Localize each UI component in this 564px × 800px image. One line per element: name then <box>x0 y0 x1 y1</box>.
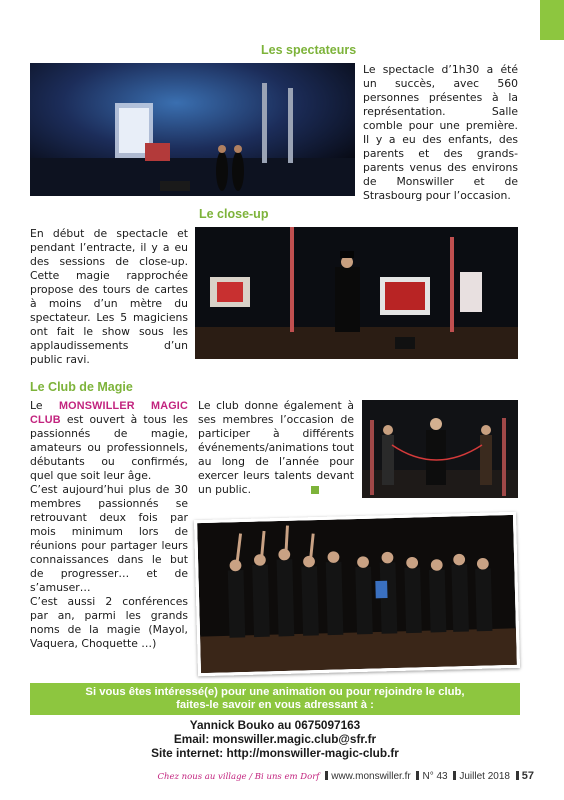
cta-line-1: Si vous êtes intéressé(e) pour une animation ou pour rejoindre le club, <box>85 686 465 698</box>
club-paragraph-3: C’est aussi 2 conférences par an, parmi les grands noms de la magie (Mayol, Vaquera, Choquette …) <box>30 595 188 650</box>
footer-separator <box>325 771 328 780</box>
contact-block <box>30 718 520 760</box>
corner-tab <box>540 0 564 40</box>
club-paragraph-1 <box>30 399 188 483</box>
page-footer <box>150 770 534 782</box>
contact-name: Yannick Bouko au 0675097163 <box>189 718 361 732</box>
text-closeup: En début de spectacle et pendant l’entracte, il y a eu des sessions de close-up. Cette magie rapprochée propose des tours de cartes à moins d’un mètre du spectateur. Les 5 magiciens ont fait le show sous les applaudissements d’un public ravi. <box>30 227 188 366</box>
cta-bar <box>30 683 520 715</box>
contact-email-link[interactable]: Email: monswiller.magic.club@sfr.fr <box>173 732 377 746</box>
brand-name: MONSWILLER MAGIC CLUB <box>30 400 188 426</box>
footer-separator <box>516 771 519 780</box>
photo-group-bow <box>194 512 520 676</box>
footer-tagline: Chez nous au village / Bi uns em Dorf <box>157 772 320 782</box>
club-p1-rest: est ouvert à tous les passionnés de magie, amateurs ou professionnels, débutants ou confirmés, quel que soit leur âge. <box>30 413 188 482</box>
footer-separator <box>416 771 419 780</box>
cta-line-2: faites-le savoir en vous adressant à : <box>176 699 374 711</box>
text-club-col2 <box>198 399 354 497</box>
contact-website-link[interactable]: Site internet: http://monswiller-magic-club.fr <box>151 746 399 760</box>
photo-rope-trick <box>362 400 518 498</box>
footer-issue: N° 43 <box>422 771 448 782</box>
photo-stage-show <box>30 63 355 196</box>
text-spectateurs: Le spectacle d’1h30 a été un succès, avec 560 personnes présentes à la représentation. Salle comble pour une première. Il y a eu des enfants, des parents et des grands-parents venus des environs de Monswiller et de Strasbourg pour l’occasion. <box>363 63 518 202</box>
heading-club: Le Club de Magie <box>30 380 133 394</box>
footer-date: Juillet 2018 <box>459 771 510 782</box>
heading-spectateurs: Les spectateurs <box>261 43 357 57</box>
photo-closeup-stage <box>195 227 518 359</box>
footer-website-link[interactable]: www.monswiller.fr <box>331 771 411 782</box>
club-p1-prefix: Le <box>30 399 43 412</box>
page-number: 57 <box>521 770 534 782</box>
club-paragraph-4: Le club donne également à ses membres l’occasion de participer à différents événements/animations tout au long de l’année pour exercer leurs talents devant un public. <box>198 399 354 496</box>
text-club-col1 <box>30 399 188 651</box>
club-paragraph-2: C’est aujourd’hui plus de 30 membres passionnés se retrouvant deux fois par mois minimum lors de réunions pour partager leurs connaissances dans le but de progresser… et de s’amuser… <box>30 483 188 594</box>
heading-closeup: Le close-up <box>199 207 269 221</box>
footer-separator <box>453 771 456 780</box>
end-mark <box>311 486 319 494</box>
